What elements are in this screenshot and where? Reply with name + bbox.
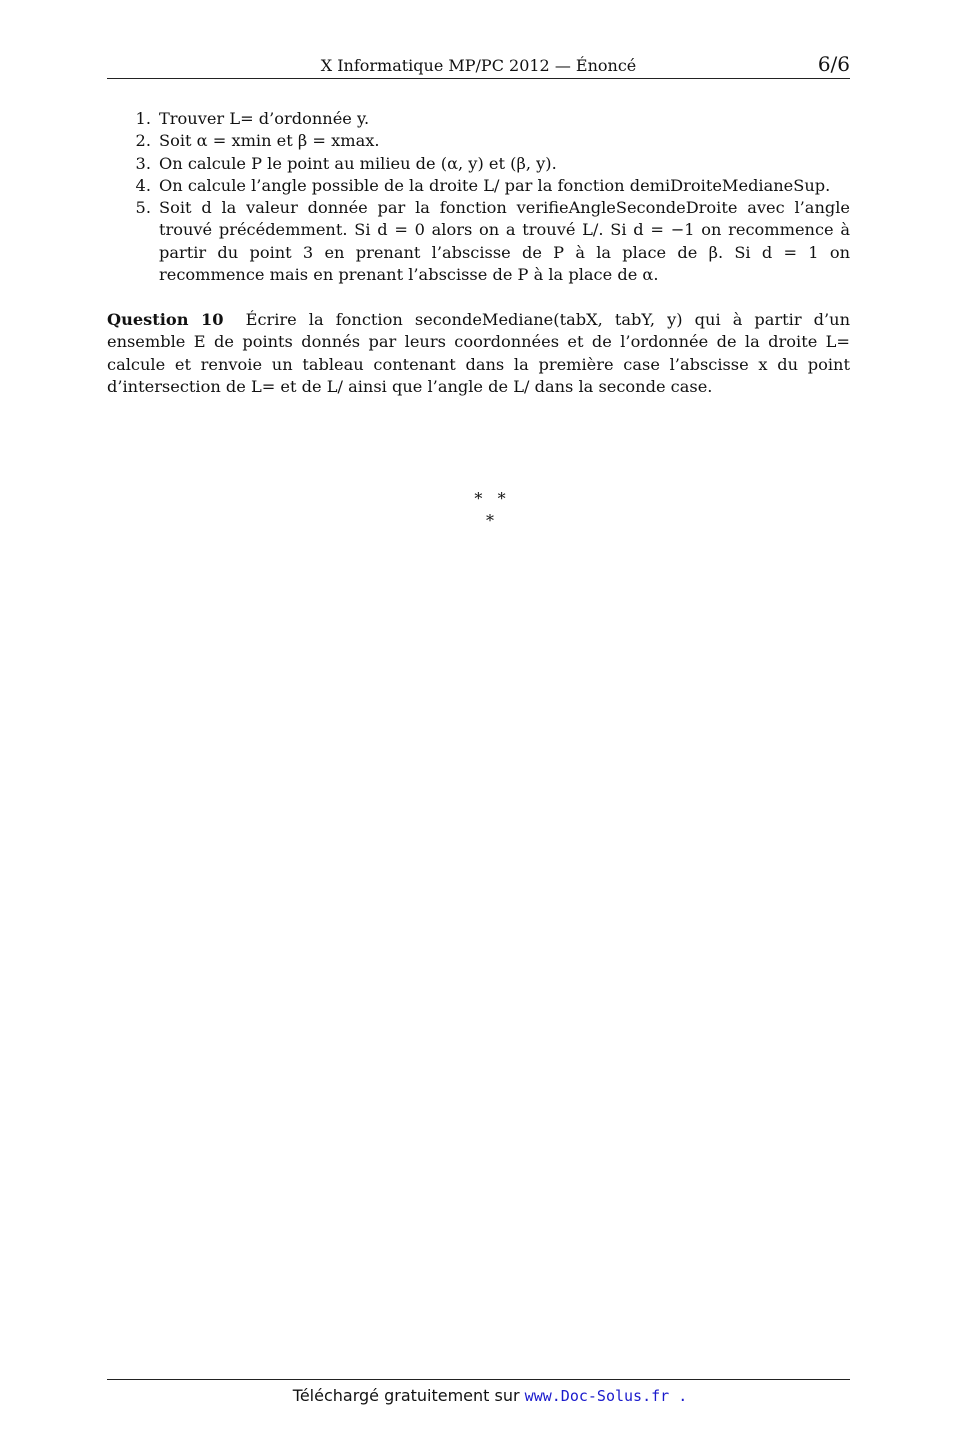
step-number: 2. [135, 131, 151, 151]
list-item [107, 153, 850, 175]
algorithm-steps [107, 108, 850, 286]
doc-solus-link[interactable]: www.Doc-Solus.fr [524, 1387, 670, 1405]
question-10 [107, 309, 850, 398]
page-footer [0, 1386, 980, 1405]
asterism-separator [0, 488, 980, 532]
list-item [107, 197, 850, 286]
list-item [107, 108, 850, 130]
step-text: Soit α = xmin et β = xmax. [159, 131, 380, 151]
step-number: 4. [135, 175, 151, 195]
step-text: Soit d la valeur donnée par la fonction verifieAngleSecondeDroite avec l’angle trouvé précédemment. Si d = 0 alors on a trouvé L/. Si d = −1 on recommence à partir du point 3 en prenant l’abscisse de P à la place de β. Si d = 1 on recommence mais en prenant l’abscisse de P à la place de α. [159, 198, 850, 285]
step-text: On calcule l’angle possible de la droite L/ par la fonction demiDroiteMedianeSup. [159, 175, 831, 195]
step-text: On calcule P le point au milieu de (α, y) et (β, y). [159, 153, 557, 173]
list-item [107, 130, 850, 152]
list-item [107, 175, 850, 197]
footer-text: Téléchargé gratuitement sur [292, 1386, 525, 1405]
footer-suffix: . [669, 1387, 688, 1405]
page-header [107, 54, 850, 79]
step-number: 1. [135, 109, 151, 128]
asterism-top: * * [474, 489, 506, 508]
header-title: X Informatique MP/PC 2012 — Énoncé [320, 56, 637, 75]
step-number: 3. [135, 153, 151, 173]
footer-divider [107, 1379, 850, 1380]
question-text: Écrire la fonction secondeMediane(tabX, tabY, y) qui à partir d’un ensemble E de points donnés par leurs coordonnées et de l’ordonnée de la droite L= calcule et renvoie un tableau contenant dans la première case l’abscisse x du point d’intersection de L= et de L/ ainsi que l’angle de L/ dans la seconde case. [107, 310, 850, 396]
step-text: Trouver L= d’ordonnée y. [159, 109, 370, 128]
page-number: 6/6 [817, 52, 850, 76]
step-number: 5. [135, 198, 151, 218]
question-label: Question 10 [107, 310, 224, 329]
asterism-bottom: * [486, 511, 494, 530]
